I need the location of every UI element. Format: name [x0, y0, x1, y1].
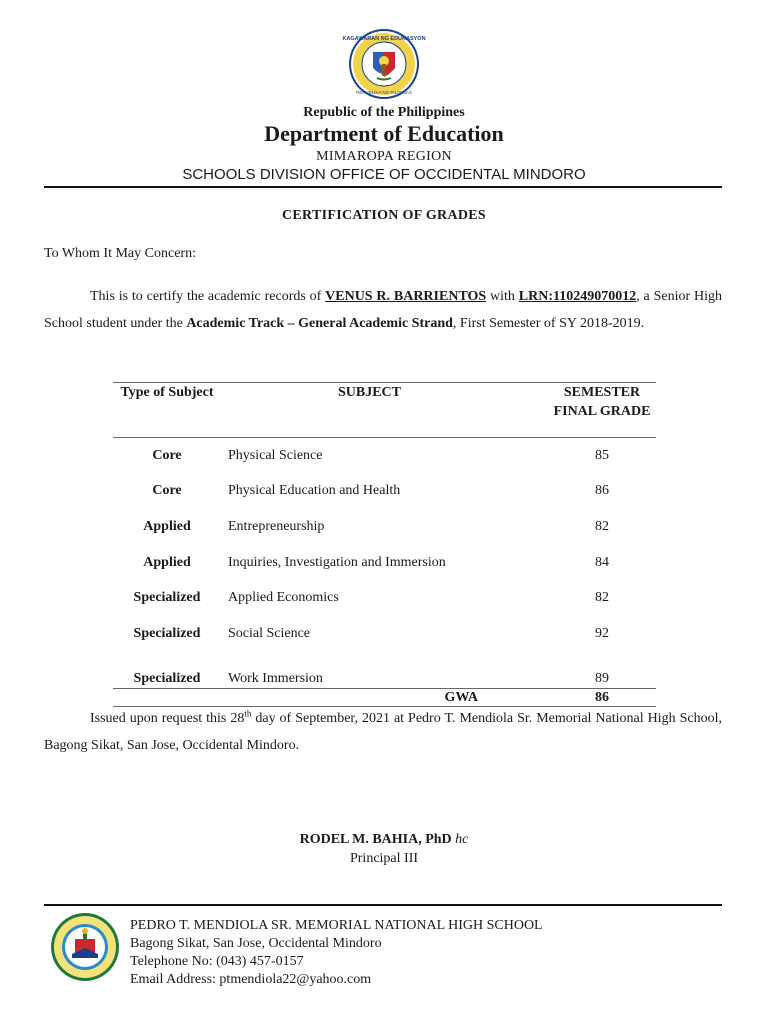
subject-type: Specialized — [133, 671, 201, 687]
subject-grade: 92 — [595, 625, 609, 641]
table-row — [113, 580, 656, 616]
subject-name: Applied Economics — [228, 590, 339, 606]
p1-b: with — [486, 289, 519, 304]
signatory-name-text: RODEL M. BAHIA, PhD — [299, 832, 456, 847]
gwa-value: 86 — [518, 689, 656, 707]
division-line: SCHOOLS DIVISION OFFICE OF OCCIDENTAL MINDORO — [182, 166, 586, 183]
republic-line: Republic of the Philippines — [303, 105, 465, 120]
footer-email: Email Address: ptmendiola22@yahoo.com — [130, 972, 372, 987]
p2-sup: th — [244, 708, 252, 719]
table-row — [113, 474, 656, 510]
p1-c: , a Senior High School student under the — [44, 289, 722, 331]
document-title: CERTIFICATION OF GRADES — [282, 208, 486, 223]
issued-paragraph — [44, 705, 722, 759]
table-row — [113, 545, 656, 581]
footer-address: Bagong Sikat, San Jose, Occidental Mindoro — [130, 936, 382, 951]
subject-grade: 82 — [595, 590, 609, 606]
p2-a: Issued upon request this 28 — [90, 711, 245, 726]
subject-name: Social Science — [228, 625, 311, 641]
subject-type: Specialized — [133, 625, 201, 641]
svg-text:KAGAWARAN NG EDUKASYON: KAGAWARAN NG EDUKASYON — [342, 36, 426, 42]
region-line: MIMAROPA REGION — [316, 149, 452, 164]
p1-d: , First Semester of SY 2018-2019. — [452, 316, 645, 331]
subject-name: Work Immersion — [228, 671, 323, 687]
footer-rule — [44, 904, 722, 906]
signatory-position: Principal III — [349, 851, 419, 866]
subject-type: Applied — [143, 554, 191, 570]
table-row — [113, 616, 656, 652]
gwa-label: GWA — [221, 689, 518, 707]
student-name: VENUS R. BARRIENTOS — [325, 289, 487, 304]
subject-name: Entrepreneurship — [228, 518, 325, 534]
table-row — [113, 438, 656, 474]
header-type: Type of Subject — [113, 383, 221, 438]
subject-name: Physical Science — [228, 447, 323, 463]
subject-grade: 89 — [595, 671, 609, 687]
subject-type: Applied — [143, 518, 191, 534]
subject-type: Core — [152, 483, 182, 499]
header-grade: SEMESTER FINAL GRADE — [518, 383, 656, 438]
signatory-name — [0, 832, 768, 848]
table-row — [113, 652, 656, 689]
p2-b: day of September, 2021 at Pedro T. Mendiola Sr. Memorial National High School, Bagong Sikat, San Jose, Occidental Mindoro. — [44, 711, 722, 753]
department-title: Department of Education — [264, 121, 504, 146]
salutation: To Whom It May Concern: — [44, 246, 196, 261]
footer-telephone: Telephone No: (043) 457-0157 — [130, 954, 304, 969]
header-subject: SUBJECT — [221, 383, 518, 438]
school-seal — [50, 912, 120, 982]
subject-grade: 86 — [595, 483, 609, 499]
subject-name: Physical Education and Health — [228, 483, 401, 499]
subject-grade: 84 — [595, 554, 609, 570]
footer-school: PEDRO T. MENDIOLA SR. MEMORIAL NATIONAL HIGH SCHOOL — [130, 918, 543, 933]
subject-type: Core — [152, 447, 182, 463]
subject-grade: 85 — [595, 447, 609, 463]
footer-info — [130, 917, 543, 989]
deped-seal — [342, 28, 426, 100]
table-row — [113, 509, 656, 545]
gwa-row — [113, 689, 656, 707]
subject-type: Specialized — [133, 590, 201, 606]
track: Academic Track – General Academic Strand — [186, 316, 453, 331]
grades-table — [113, 382, 656, 707]
p1-a: This is to certify the academic records of — [90, 289, 326, 304]
signatory-suffix: hc — [455, 832, 469, 847]
subject-name: Inquiries, Investigation and Immersion — [228, 554, 446, 570]
lrn: LRN:110249070012 — [518, 289, 637, 304]
certification-paragraph — [44, 283, 722, 337]
svg-text:REPUBLIKA NG PILIPINAS: REPUBLIKA NG PILIPINAS — [356, 90, 412, 95]
subject-grade: 82 — [595, 518, 609, 534]
header-rule — [44, 186, 722, 188]
